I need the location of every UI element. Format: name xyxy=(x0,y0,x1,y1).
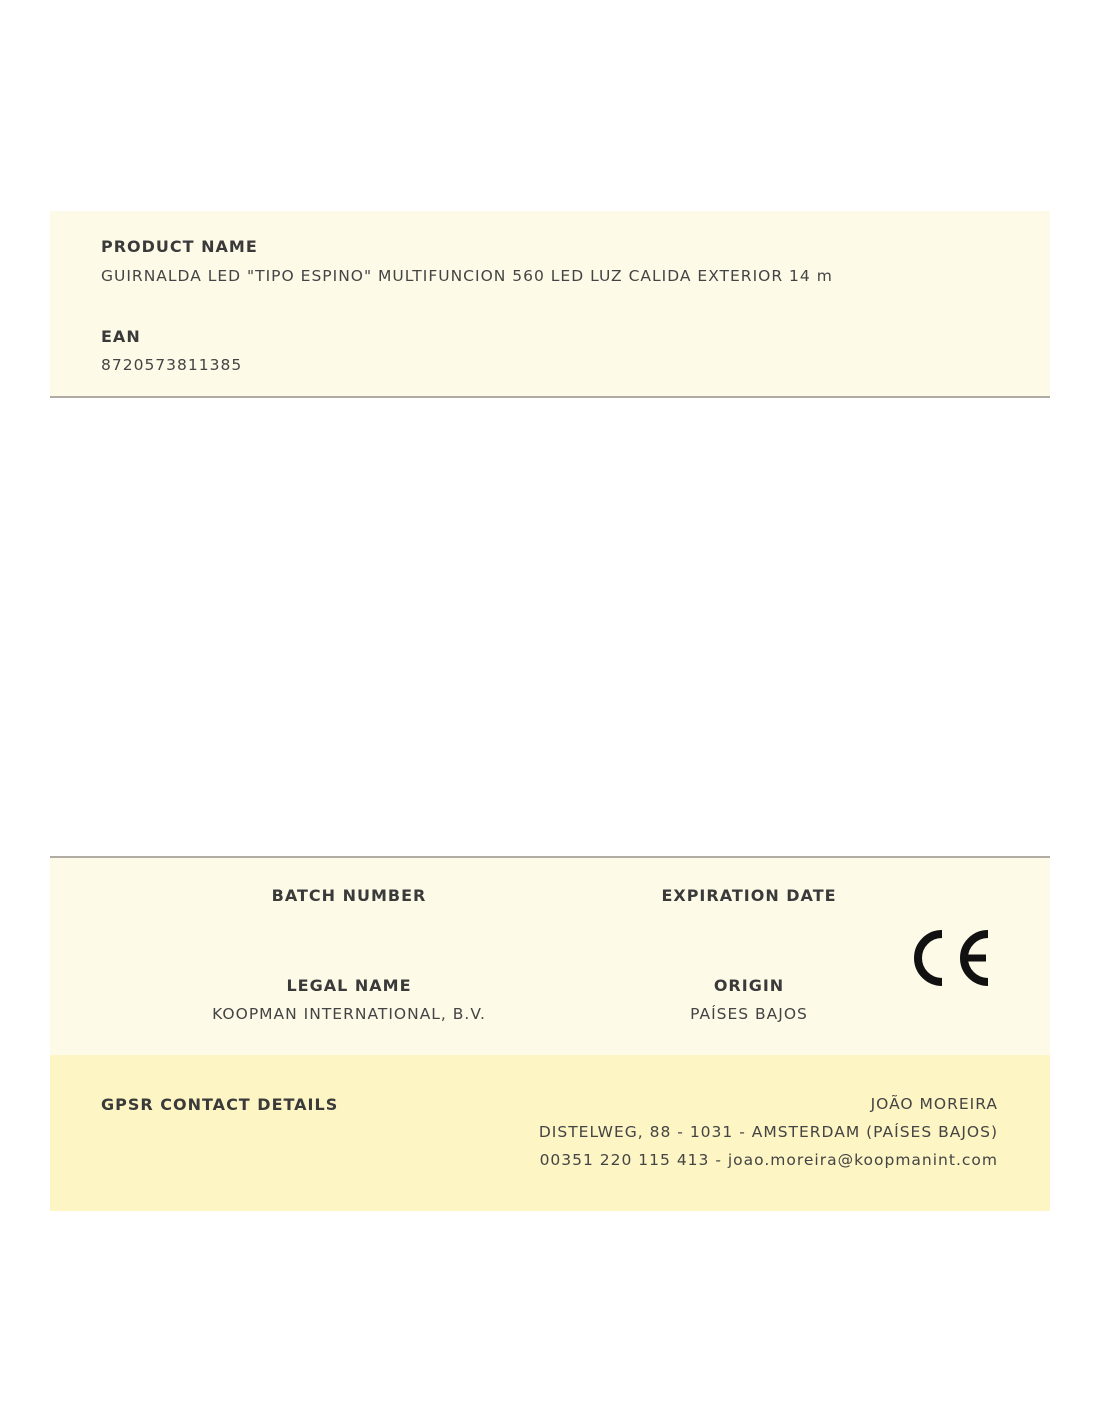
contact-address: DISTELWEG, 88 - 1031 - AMSTERDAM (PAÍSES BAJOS) xyxy=(538,1123,998,1141)
product-section xyxy=(50,211,1050,398)
origin-value: PAÍSES BAJOS xyxy=(690,1005,808,1023)
product-name-label: PRODUCT NAME xyxy=(101,237,258,256)
legal-name-value: KOOPMAN INTERNATIONAL, B.V. xyxy=(212,1005,486,1023)
expiration-date-label: EXPIRATION DATE xyxy=(661,886,837,905)
legal-name-cell xyxy=(149,976,549,1023)
gpsr-contact-label: GPSR CONTACT DETAILS xyxy=(101,1095,339,1114)
contact-name: JOÃO MOREIRA xyxy=(870,1095,998,1113)
contact-details xyxy=(539,1095,998,1179)
batch-number-cell xyxy=(149,886,549,915)
ean-value: 8720573811385 xyxy=(101,356,243,374)
product-name-value: GUIRNALDA LED "TIPO ESPINO" MULTIFUNCION 560 LED LUZ CALIDA EXTERIOR 14 m xyxy=(101,267,833,285)
info-section xyxy=(50,856,1050,1057)
batch-number-label: BATCH NUMBER xyxy=(271,886,427,905)
contact-phone-email: 00351 220 115 413 - joao.moreira@koopmanint.com xyxy=(539,1151,998,1169)
contact-section xyxy=(50,1055,1050,1211)
expiration-date-cell xyxy=(549,886,949,915)
origin-label: ORIGIN xyxy=(713,976,785,995)
origin-cell xyxy=(549,976,949,1023)
ean-label: EAN xyxy=(101,327,141,346)
legal-name-label: LEGAL NAME xyxy=(286,976,412,995)
ce-mark-icon xyxy=(908,928,992,988)
